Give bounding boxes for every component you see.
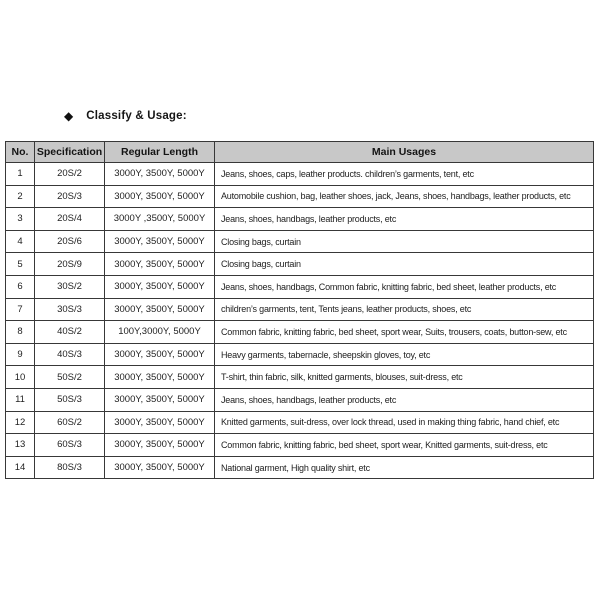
row-specification: 40S/3 (35, 343, 105, 366)
row-main-usages: Common fabric, knitting fabric, bed sheet, sport wear, Suits, trousers, coats, button-sew, etc (215, 321, 594, 344)
row-no: 13 (6, 434, 35, 457)
row-specification: 20S/2 (35, 163, 105, 186)
row-specification: 30S/2 (35, 275, 105, 298)
row-regular-length: 100Y,3000Y, 5000Y (105, 321, 215, 344)
row-specification: 60S/3 (35, 434, 105, 457)
page-title: Classify & Usage: (86, 110, 187, 122)
row-specification: 20S/6 (35, 230, 105, 253)
row-main-usages: Heavy garments, tabernacle, sheepskin gloves, toy, etc (215, 343, 594, 366)
table-header (6, 142, 594, 163)
row-no: 11 (6, 388, 35, 411)
row-regular-length: 3000Y, 3500Y, 5000Y (105, 230, 215, 253)
row-main-usages: Jeans, shoes, handbags, leather products, etc (215, 388, 594, 411)
row-regular-length: 3000Y, 3500Y, 5000Y (105, 456, 215, 479)
row-specification: 20S/9 (35, 253, 105, 276)
table-row (6, 366, 594, 389)
table-row (6, 185, 594, 208)
row-no: 3 (6, 208, 35, 231)
row-main-usages: National garment, High quality shirt, etc (215, 456, 594, 479)
table-row (6, 275, 594, 298)
table-row (6, 343, 594, 366)
classify-usage-table (5, 141, 594, 479)
table-row (6, 208, 594, 231)
row-regular-length: 3000Y, 3500Y, 5000Y (105, 275, 215, 298)
row-regular-length: 3000Y, 3500Y, 5000Y (105, 163, 215, 186)
row-no: 5 (6, 253, 35, 276)
table-row (6, 411, 594, 434)
row-main-usages: Jeans, shoes, handbags, leather products, etc (215, 208, 594, 231)
row-no: 8 (6, 321, 35, 344)
section-title-row (64, 110, 187, 122)
row-regular-length: 3000Y, 3500Y, 5000Y (105, 298, 215, 321)
row-regular-length: 3000Y, 3500Y, 5000Y (105, 185, 215, 208)
row-main-usages: Jeans, shoes, caps, leather products. children’s garments, tent, etc (215, 163, 594, 186)
header-specification: Specification (35, 142, 105, 163)
row-no: 10 (6, 366, 35, 389)
table-row (6, 298, 594, 321)
row-specification: 60S/2 (35, 411, 105, 434)
table-row (6, 253, 594, 276)
row-main-usages: Common fabric, knitting fabric, bed sheet, sport wear, Knitted garments, suit-dress, etc (215, 434, 594, 457)
row-no: 2 (6, 185, 35, 208)
table-row (6, 434, 594, 457)
table-row (6, 388, 594, 411)
row-no: 1 (6, 163, 35, 186)
table-row (6, 163, 594, 186)
row-regular-length: 3000Y, 3500Y, 5000Y (105, 434, 215, 457)
table-row (6, 456, 594, 479)
table-row (6, 321, 594, 344)
row-specification: 20S/3 (35, 185, 105, 208)
row-main-usages: Jeans, shoes, handbags, Common fabric, knitting fabric, bed sheet, leather products, etc (215, 275, 594, 298)
row-main-usages: Closing bags, curtain (215, 230, 594, 253)
row-main-usages: children’s garments, tent, Tents jeans, leather products, shoes, etc (215, 298, 594, 321)
row-specification: 40S/2 (35, 321, 105, 344)
row-no: 4 (6, 230, 35, 253)
row-specification: 80S/3 (35, 456, 105, 479)
row-no: 6 (6, 275, 35, 298)
row-regular-length: 3000Y, 3500Y, 5000Y (105, 411, 215, 434)
row-regular-length: 3000Y, 3500Y, 5000Y (105, 388, 215, 411)
diamond-bullet-icon: ◆ (64, 109, 74, 123)
row-main-usages: Closing bags, curtain (215, 253, 594, 276)
row-regular-length: 3000Y, 3500Y, 5000Y (105, 253, 215, 276)
header-no: No. (6, 142, 35, 163)
row-no: 7 (6, 298, 35, 321)
row-regular-length: 3000Y ,3500Y, 5000Y (105, 208, 215, 231)
header-regular-length: Regular Length (105, 142, 215, 163)
row-main-usages: Automobile cushion, bag, leather shoes, jack, Jeans, shoes, handbags, leather products, etc (215, 185, 594, 208)
table-header-row (6, 142, 594, 163)
row-main-usages: Knitted garments, suit-dress, over lock thread, used in making thing fabric, hand chief, etc (215, 411, 594, 434)
row-specification: 20S/4 (35, 208, 105, 231)
row-specification: 50S/3 (35, 388, 105, 411)
row-specification: 50S/2 (35, 366, 105, 389)
row-no: 9 (6, 343, 35, 366)
row-no: 14 (6, 456, 35, 479)
header-main-usages: Main Usages (215, 142, 594, 163)
row-no: 12 (6, 411, 35, 434)
table-body (6, 163, 594, 479)
row-regular-length: 3000Y, 3500Y, 5000Y (105, 343, 215, 366)
row-regular-length: 3000Y, 3500Y, 5000Y (105, 366, 215, 389)
table-row (6, 230, 594, 253)
row-main-usages: T-shirt, thin fabric, silk, knitted garments, blouses, suit-dress, etc (215, 366, 594, 389)
row-specification: 30S/3 (35, 298, 105, 321)
